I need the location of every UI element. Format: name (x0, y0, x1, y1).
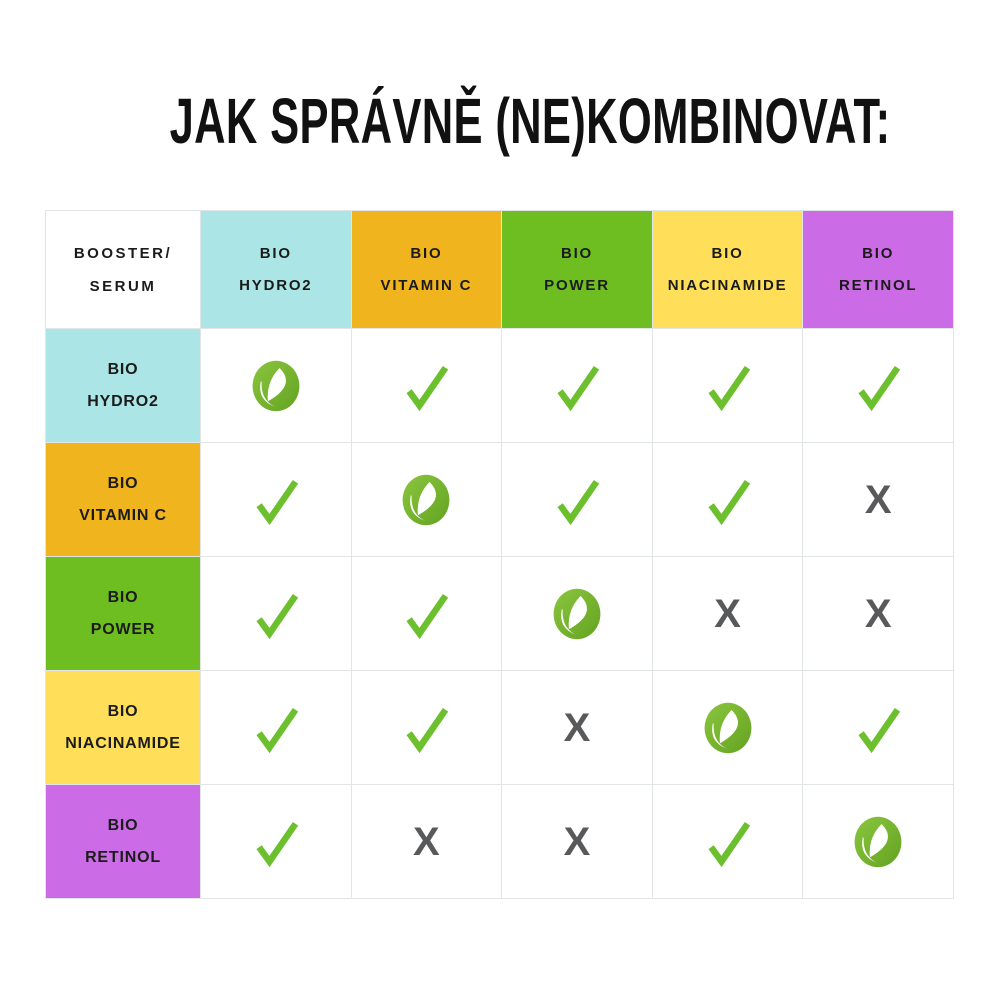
check-icon (400, 702, 452, 754)
brand-leaf-logo-icon (550, 586, 604, 642)
matrix-cell-power-power (502, 557, 653, 671)
matrix-cell-niacinamide-power (502, 671, 653, 785)
row-header-line2: POWER (90, 620, 156, 638)
row-header-bio-hydro2 (46, 329, 201, 443)
cross-icon: X (563, 819, 591, 864)
brand-leaf-logo-icon (851, 814, 905, 870)
check-icon (551, 360, 603, 412)
column-header-line1: BIO (862, 245, 895, 262)
row-header-bio-retinol (46, 785, 201, 899)
matrix-cell-hydro2-retinol (803, 329, 954, 443)
matrix-cell-vitamin-c-vitamin-c (352, 443, 503, 557)
column-header-bio-niacinamide (653, 211, 804, 329)
brand-leaf-logo-icon (701, 700, 755, 756)
matrix-cell-hydro2-niacinamide (653, 329, 804, 443)
corner-header-line1: BOOSTER/ (73, 244, 173, 262)
row-header-line1: BIO (107, 702, 139, 720)
check-icon (852, 702, 904, 754)
matrix-cell-hydro2-vitamin-c (352, 329, 503, 443)
column-header-line2: RETINOL (838, 276, 918, 294)
matrix-cell-vitamin-c-retinol (803, 443, 954, 557)
cross-icon: X (864, 591, 892, 636)
column-header-line1: BIO (560, 245, 594, 262)
matrix-cell-hydro2-hydro2 (201, 329, 352, 443)
column-header-bio-power (502, 211, 653, 329)
column-header-line2: NIACINAMIDE (667, 276, 788, 294)
column-header-line2: HYDRO2 (239, 276, 313, 294)
matrix-cell-hydro2-power (502, 329, 653, 443)
brand-leaf-logo-icon (249, 358, 303, 414)
cross-icon: X (413, 819, 440, 864)
compatibility-matrix-table (45, 210, 954, 899)
matrix-cell-niacinamide-hydro2 (201, 671, 352, 785)
check-icon (702, 474, 754, 526)
matrix-cell-niacinamide-niacinamide (653, 671, 804, 785)
matrix-cell-niacinamide-vitamin-c (352, 671, 503, 785)
matrix-cell-power-retinol (803, 557, 954, 671)
matrix-cell-retinol-retinol (803, 785, 954, 899)
check-icon (702, 360, 754, 412)
column-header-line2: VITAMIN C (380, 276, 473, 294)
cross-icon: X (714, 591, 741, 636)
matrix-cell-retinol-niacinamide (653, 785, 804, 899)
matrix-cell-retinol-power (502, 785, 653, 899)
row-header-line1: BIO (107, 474, 139, 492)
corner-header-line2: SERUM (89, 277, 157, 295)
check-icon (250, 702, 302, 754)
check-icon (400, 360, 452, 412)
check-icon (400, 588, 452, 640)
check-icon (250, 816, 302, 868)
matrix-cell-vitamin-c-power (502, 443, 653, 557)
title-bar (0, 86, 1000, 156)
matrix-cell-vitamin-c-niacinamide (653, 443, 804, 557)
brand-leaf-logo-icon (399, 472, 453, 528)
page-title: JAK SPRÁVNĚ (NE)KOMBINOVAT: (169, 85, 891, 157)
column-header-line1: BIO (711, 245, 744, 262)
cross-icon: X (563, 705, 591, 750)
cross-icon: X (864, 477, 892, 522)
check-icon (250, 474, 302, 526)
matrix-cell-power-niacinamide (653, 557, 804, 671)
matrix-cell-vitamin-c-hydro2 (201, 443, 352, 557)
row-header-line1: BIO (107, 588, 139, 606)
column-header-bio-vitamin-c (352, 211, 503, 329)
matrix-cell-power-vitamin-c (352, 557, 503, 671)
matrix-cell-power-hydro2 (201, 557, 352, 671)
column-header-line1: BIO (410, 245, 443, 262)
check-icon (551, 474, 603, 526)
column-header-bio-retinol (803, 211, 954, 329)
column-header-bio-hydro2 (201, 211, 352, 329)
check-icon (250, 588, 302, 640)
column-header-line1: BIO (259, 245, 292, 262)
row-header-bio-vitamin-c (46, 443, 201, 557)
row-header-line1: BIO (107, 816, 139, 834)
column-header-line2: POWER (544, 276, 610, 294)
check-icon (852, 360, 904, 412)
matrix-cell-niacinamide-retinol (803, 671, 954, 785)
row-header-bio-power (46, 557, 201, 671)
matrix-cell-retinol-vitamin-c (352, 785, 503, 899)
row-header-line1: BIO (107, 360, 139, 378)
row-header-bio-niacinamide (46, 671, 201, 785)
matrix-cell-retinol-hydro2 (201, 785, 352, 899)
row-header-line2: VITAMIN C (79, 506, 167, 524)
row-header-line2: RETINOL (85, 848, 161, 866)
check-icon (702, 816, 754, 868)
corner-header-booster-serum (46, 211, 201, 329)
row-header-line2: NIACINAMIDE (65, 734, 181, 752)
row-header-line2: HYDRO2 (87, 392, 159, 410)
